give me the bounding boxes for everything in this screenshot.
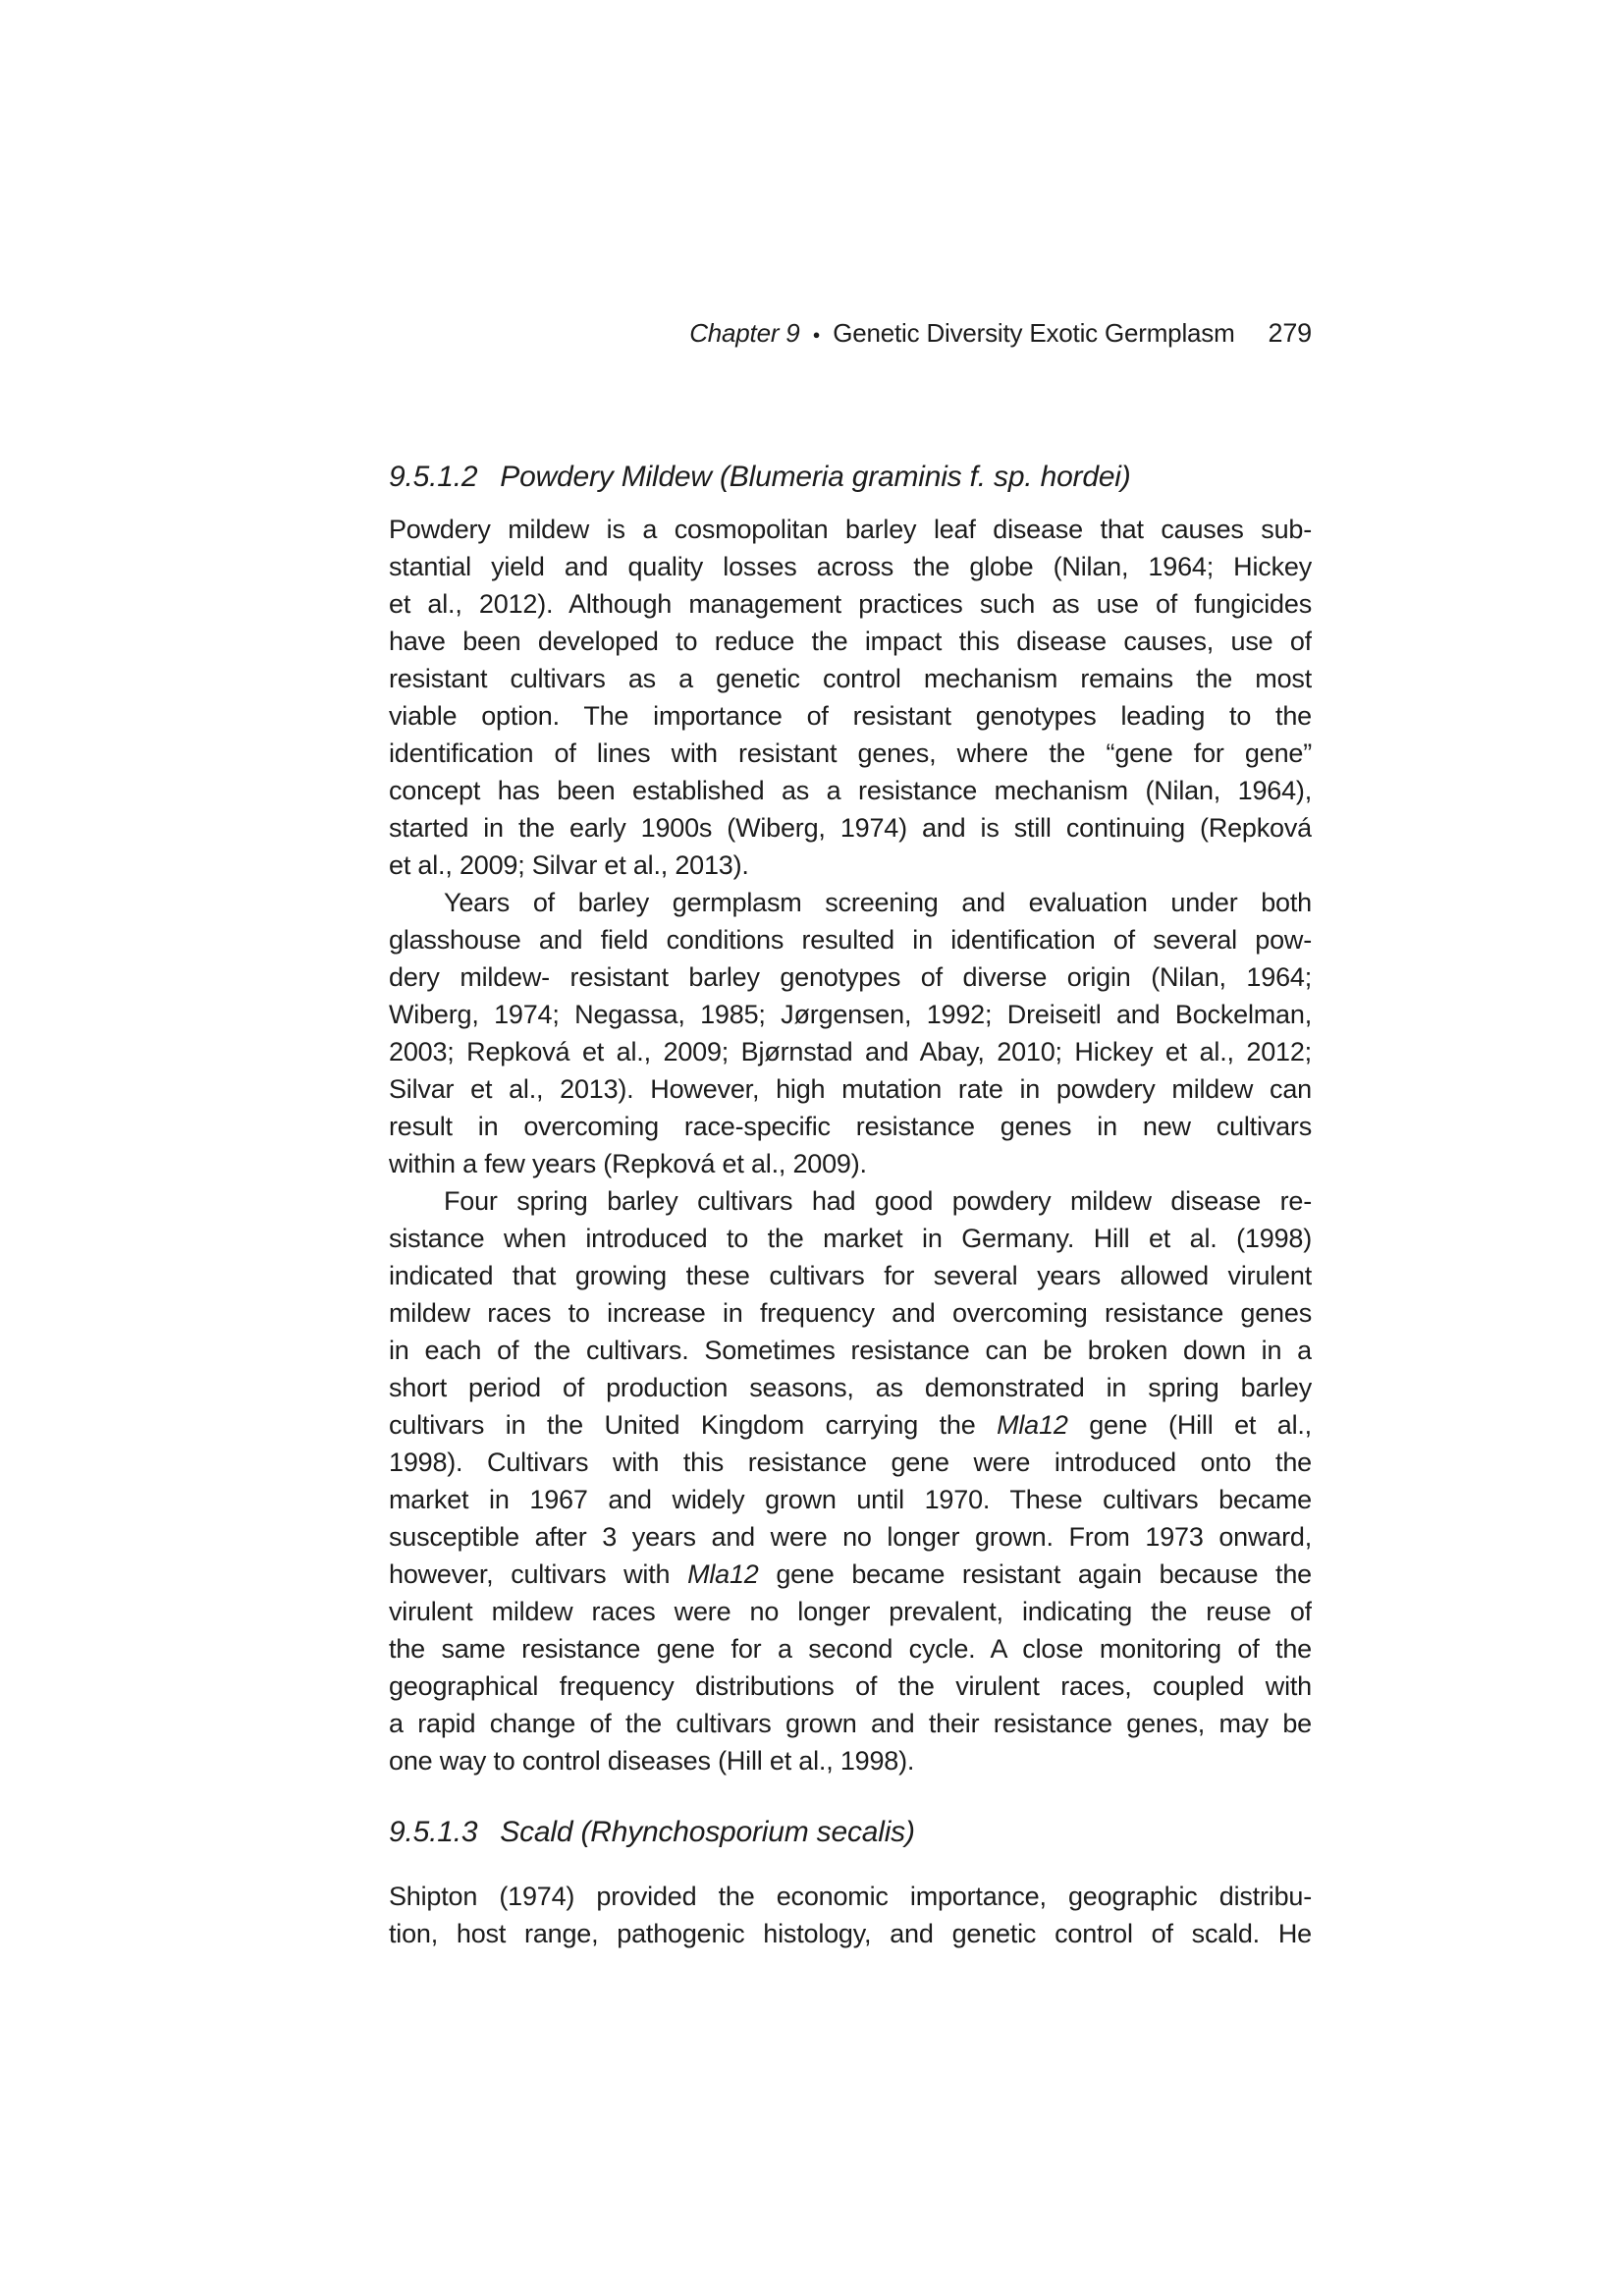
body-text: virulent mildew races were no longer prevalent, indicating the reuse of <box>389 1597 1312 1626</box>
text-line <box>389 1813 1312 1852</box>
body-text: in each of the cultivars. Sometimes resistance can be broken down in a <box>389 1336 1312 1365</box>
page-content <box>389 458 1312 1952</box>
text-line <box>389 1444 1312 1481</box>
text-line <box>389 623 1312 660</box>
body-text: the same resistance gene for a second cycle. A close monitoring of the <box>389 1634 1312 1664</box>
body-text: gene (Hill et al., <box>1067 1410 1312 1440</box>
body-text: dery mildew- resistant barley genotypes of diverse origin (Nilan, 1964; <box>389 962 1312 992</box>
italic-text: 9.5.1.3 Scald (Rhynchosporium secalis) <box>389 1816 915 1848</box>
text-line <box>389 1257 1312 1294</box>
text-line <box>389 958 1312 996</box>
chapter-label: Chapter 9 <box>689 318 800 348</box>
body-text: Years of barley germplasm screening and evaluation under both <box>444 888 1312 917</box>
body-text: glasshouse and field conditions resulted in identification of several pow- <box>389 925 1312 955</box>
body-text: 2003; Repková et al., 2009; Bjørnstad and Abay, 2010; Hickey et al., 2012; <box>389 1037 1312 1066</box>
text-line <box>389 511 1312 548</box>
body-text: geographical frequency distributions of the virulent races, coupled with <box>389 1671 1312 1701</box>
text-line <box>389 1369 1312 1406</box>
body-text: mildew races to increase in frequency and overcoming resistance genes <box>389 1298 1312 1328</box>
text-line <box>389 996 1312 1033</box>
body-text: et al., 2009; Silvar et al., 2013). <box>389 850 749 880</box>
page-number: 279 <box>1268 318 1312 348</box>
italic-text: Mla12 <box>687 1559 759 1589</box>
body-text: result in overcoming race-specific resistance genes in new cultivars <box>389 1112 1312 1141</box>
italic-text: 9.5.1.2 Powdery Mildew (Blumeria graminis f. sp. hordei) <box>389 461 1131 493</box>
body-text: Four spring barley cultivars had good powdery mildew disease re- <box>444 1186 1312 1216</box>
text-line <box>389 1033 1312 1070</box>
text-line <box>389 1220 1312 1257</box>
text-line <box>389 1556 1312 1593</box>
body-text: 1998). Cultivars with this resistance gene were introduced onto the <box>389 1448 1312 1477</box>
text-line <box>389 1742 1312 1779</box>
body-text: concept has been established as a resistance mechanism (Nilan, 1964), <box>389 776 1312 805</box>
body-text: susceptible after 3 years and were no longer grown. From 1973 onward, <box>389 1522 1312 1552</box>
text-line <box>389 772 1312 809</box>
paragraph <box>389 884 1312 1182</box>
text-line <box>389 1406 1312 1444</box>
text-line <box>389 585 1312 623</box>
bullet-separator-icon: ● <box>812 327 821 342</box>
body-text: stantial yield and quality losses across the globe (Nilan, 1964; Hickey <box>389 552 1312 581</box>
text-line <box>389 1108 1312 1145</box>
text-line <box>389 1630 1312 1667</box>
text-line <box>389 548 1312 585</box>
body-text: Silvar et al., 2013). However, high mutation rate in powdery mildew can <box>389 1074 1312 1104</box>
text-line <box>389 1667 1312 1705</box>
text-line <box>389 1182 1312 1220</box>
body-text: within a few years (Repková et al., 2009). <box>389 1149 867 1178</box>
text-line <box>389 847 1312 884</box>
body-text: sistance when introduced to the market in Germany. Hill et al. (1998) <box>389 1224 1312 1253</box>
text-line <box>389 921 1312 958</box>
body-text: Wiberg, 1974; Negassa, 1985; Jørgensen, 1992; Dreiseitl and Bockelman, <box>389 1000 1312 1029</box>
body-text: short period of production seasons, as demonstrated in spring barley <box>389 1373 1312 1402</box>
running-head-title: Genetic Diversity Exotic Germplasm <box>833 318 1235 348</box>
body-text: et al., 2012). Although management practices such as use of fungicides <box>389 589 1312 619</box>
body-text: tion, host range, pathogenic histology, and genetic control of scald. He <box>389 1919 1312 1948</box>
text-line <box>389 1070 1312 1108</box>
body-text: Powdery mildew is a cosmopolitan barley leaf disease that causes sub- <box>389 515 1312 544</box>
paragraph <box>389 1182 1312 1779</box>
body-text: resistant cultivars as a genetic control mechanism remains the most <box>389 664 1312 693</box>
body-text: gene became resistant again because the <box>758 1559 1312 1589</box>
body-text: have been developed to reduce the impact this disease causes, use of <box>389 627 1312 656</box>
body-text: started in the early 1900s (Wiberg, 1974) and is still continuing (Repková <box>389 813 1312 843</box>
body-text: a rapid change of the cultivars grown and their resistance genes, may be <box>389 1709 1312 1738</box>
text-line <box>389 1145 1312 1182</box>
paragraph <box>389 1878 1312 1952</box>
body-text: Shipton (1974) provided the economic importance, geographic distribu- <box>389 1882 1312 1911</box>
text-line <box>389 660 1312 697</box>
text-line <box>389 1878 1312 1915</box>
body-text: market in 1967 and widely grown until 1970. These cultivars became <box>389 1485 1312 1514</box>
paragraph <box>389 511 1312 884</box>
text-line <box>389 458 1312 497</box>
body-text: indicated that growing these cultivars for several years allowed virulent <box>389 1261 1312 1290</box>
italic-text: Mla12 <box>997 1410 1068 1440</box>
body-text: one way to control diseases (Hill et al., 1998). <box>389 1746 915 1776</box>
text-line <box>389 1481 1312 1518</box>
text-line <box>389 884 1312 921</box>
text-line <box>389 1593 1312 1630</box>
body-text: identification of lines with resistant genes, where the “gene for gene” <box>389 738 1312 768</box>
body-text: cultivars in the United Kingdom carrying the <box>389 1410 998 1440</box>
section-heading <box>389 1813 1312 1852</box>
text-line <box>389 809 1312 847</box>
section-heading <box>389 458 1312 497</box>
running-head <box>389 318 1312 349</box>
text-line <box>389 1294 1312 1332</box>
body-text: viable option. The importance of resistant genotypes leading to the <box>389 701 1312 731</box>
text-line <box>389 1518 1312 1556</box>
text-line <box>389 1705 1312 1742</box>
body-text: however, cultivars with <box>389 1559 688 1589</box>
text-line <box>389 697 1312 735</box>
text-line <box>389 735 1312 772</box>
text-line <box>389 1332 1312 1369</box>
text-line <box>389 1915 1312 1952</box>
